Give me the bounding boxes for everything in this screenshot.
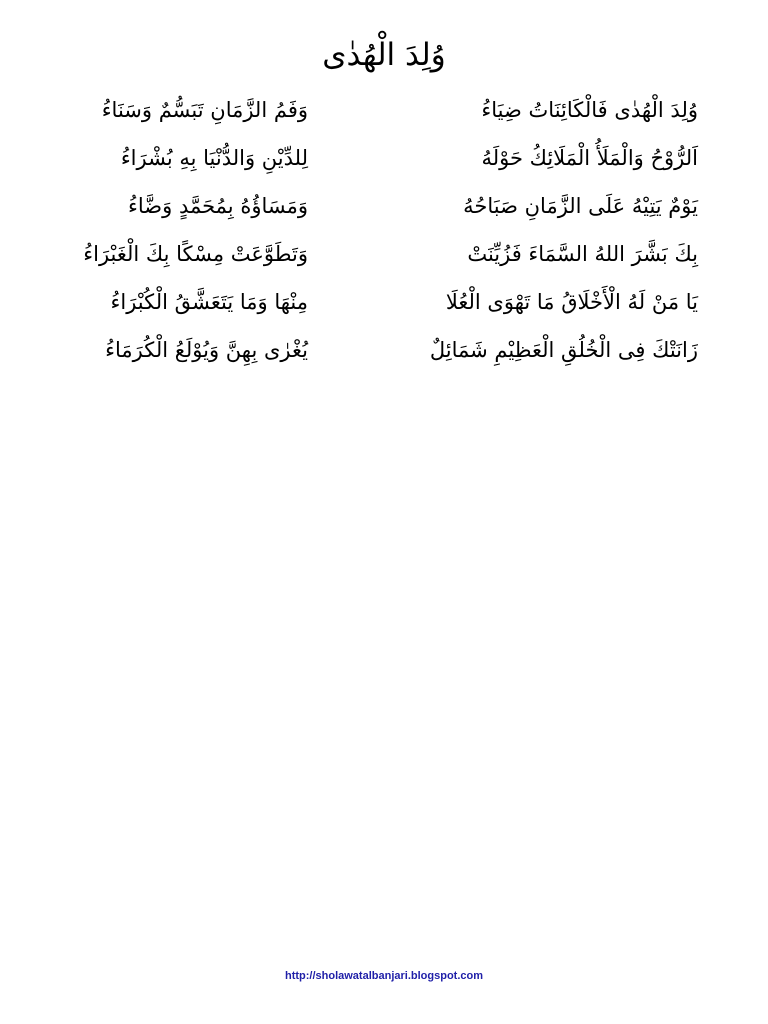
verse-1-first-hemistich: وُلِدَ الْهُدٰى فَالْكَائِنَاتُ ضِيَاءُ bbox=[481, 98, 698, 122]
verse-6 bbox=[0, 326, 768, 374]
verse-4 bbox=[0, 230, 768, 278]
verse-6-first-hemistich: زَانَتْكَ فِى الْخُلُقِ الْعَظِيْمِ شَمَائِلٌ bbox=[429, 338, 698, 362]
footer bbox=[0, 970, 768, 982]
footer-link[interactable]: http://sholawatalbanjari.blogspot.com bbox=[284, 970, 483, 982]
verse-3 bbox=[0, 182, 768, 230]
verse-3-second-hemistich: وَمَسَاؤُهُ بِمُحَمَّدٍ وَضَّاءُ bbox=[128, 194, 308, 218]
verse-2 bbox=[0, 134, 768, 182]
verse-1 bbox=[0, 86, 768, 134]
verse-3-first-hemistich: يَوْمٌ يَتِيْهُ عَلَى الزَّمَانِ صَبَاحُهُ bbox=[463, 194, 698, 218]
verse-5 bbox=[0, 278, 768, 326]
poem bbox=[0, 86, 768, 374]
verse-4-first-hemistich: بِكَ بَشَّرَ اللهُ السَّمَاءَ فَزُيِّنَتْ bbox=[467, 242, 698, 266]
verse-6-second-hemistich: يُغْرٰى بِهِنَّ وَيُوْلَعُ الْكُرَمَاءُ bbox=[105, 338, 308, 362]
verse-4-second-hemistich: وَتَطَوَّعَتْ مِسْكًا بِكَ الْغَبْرَاءُ bbox=[83, 242, 308, 266]
verse-5-first-hemistich: يَا مَنْ لَهُ الْأَخْلَاقُ مَا تَهْوَى الْعُلَا bbox=[445, 290, 698, 314]
verse-1-second-hemistich: وَفَمُ الزَّمَانِ تَبَسُّمٌ وَسَنَاءُ bbox=[101, 98, 308, 122]
page-title: وُلِدَ الْهُدٰى bbox=[322, 37, 446, 73]
verse-2-first-hemistich: اَلرُّوْحُ وَالْمَلَأُ الْمَلَائِكُ حَوْلَهُ bbox=[481, 146, 698, 170]
verse-5-second-hemistich: مِنْهَا وَمَا يَتَعَشَّقُ الْكُبْرَاءُ bbox=[110, 290, 308, 314]
verse-2-second-hemistich: لِلدِّيْنِ وَالدُّنْيَا بِهِ بُشْرَاءُ bbox=[120, 146, 308, 170]
